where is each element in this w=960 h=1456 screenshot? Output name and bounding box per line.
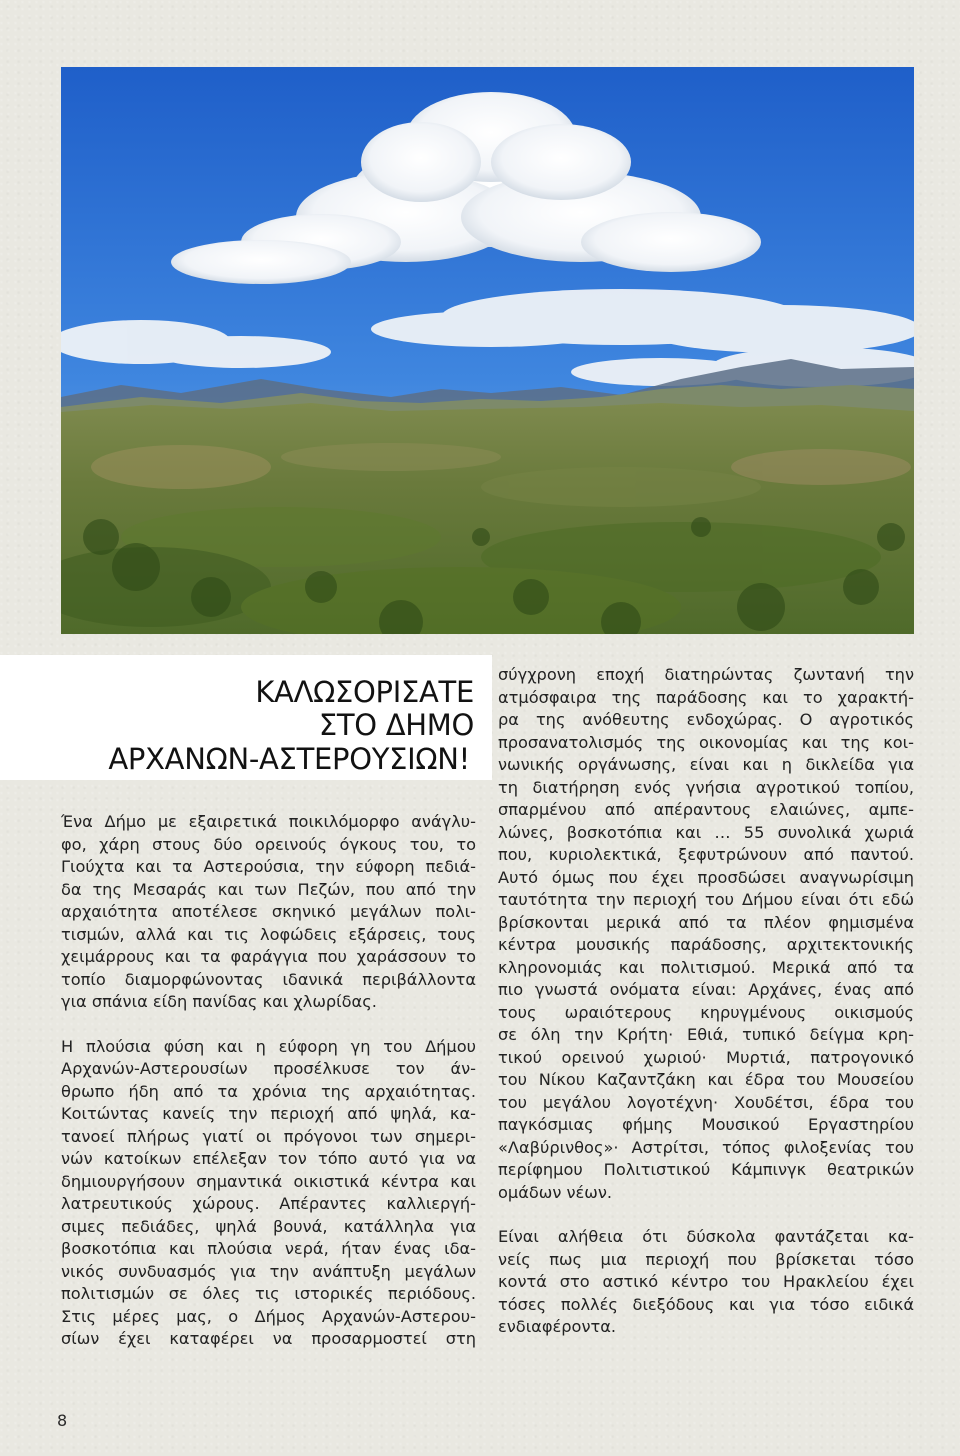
title-line-2: ΣΤΟ ΔΗΜΟ (318, 708, 474, 742)
text-line: Αρχανών-Αστερουσίων προσέλκυσε τον άν- (61, 1059, 476, 1078)
text-line: προσανατολισμός της οικονομίας και της κοι- (498, 732, 914, 752)
text-line: νών κατοίκων επέλεξαν τον τόπο αυτό για να (61, 1149, 476, 1168)
text-line: ενδιαφέροντα. (498, 1317, 617, 1336)
text-line: ομάδων νέων. (498, 1182, 613, 1202)
text-line: περίφημου Πολιτιστικού Κάμπινγκ θεατρικών (498, 1160, 914, 1179)
text-line: σιμες πεδιάδες, ψηλά βουνά, κατάλληλα για (61, 1216, 476, 1236)
text-line: κοντά στο αστικό κέντρο του Ηρακλείου έχει (498, 1272, 914, 1291)
text-line: λώνες, βοσκοτόπια και … 55 συνολικά χωριά (498, 822, 914, 842)
title-line-1: ΚΑΛΩΣΟΡΙΣΑΤΕ (255, 675, 474, 709)
text-line: φο, χάρη στους δύο ορεινούς όγκους του, το (61, 834, 476, 854)
text-line: σπαρμένου από απέραντους ελαιώνες, αμπε- (498, 800, 914, 819)
text-line: Γιούχτα και τα Αστερούσια, την εύφορη πεδιά- (61, 857, 476, 876)
text-line: σε όλη την Κρήτη· Εθιά, τυπικό δείγμα κρη- (498, 1025, 914, 1044)
text-line: κέντρα μουσικής παράδοσης, αρχιτεκτονικής (498, 935, 914, 954)
text-line: δα της Μεσαράς και των Πεζών, που από την (61, 879, 476, 899)
text-line: που, κυριολεκτικά, ξεφυτρώνουν από παντού. (498, 845, 914, 864)
text-line: Κοιτώντας κανείς την περιοχή από ψηλά, κα- (61, 1104, 476, 1123)
text-line: «Λαβύρινθος»· Αστρίτσι, τόπος φιλοξενίας του (498, 1137, 914, 1157)
text-line: τισμών, αλλά και τις λοφώδεις εξάρσεις, τους (61, 924, 476, 944)
text-line: σύγχρονη εποχή διατηρώντας ζωντανή την (498, 665, 914, 684)
text-line: για σπάνια είδη πανίδας και χλωρίδας. (61, 992, 377, 1011)
text-line: νικός συνδυασμός για την ανάπτυξη μεγάλων (61, 1261, 476, 1281)
left-column (61, 811, 476, 1351)
left-paragraph-1 (61, 811, 476, 1014)
text-line: βοσκοτόπια και πλούσια νερά, ήταν ένας ιδα- (61, 1239, 476, 1258)
text-line: Είναι αλήθεια ότι δύσκολα φαντάζεται κα- (498, 1227, 914, 1246)
text-line: ταυτότητα την περιοχή του Δήμου είναι ότι εδώ (498, 890, 914, 909)
landscape-photo (61, 67, 914, 634)
page-number: 8 (57, 1411, 68, 1430)
text-line: του Νίκου Καζαντζάκη και έδρα του Μουσείου (498, 1070, 914, 1089)
text-line: χειμάρρους και τα φαράγγια που χαράσσουν το (61, 947, 476, 966)
title-line-3: ΑΡΧΑΝΩΝ-ΑΣΤΕΡΟΥΣΙΩΝ! (108, 742, 470, 776)
right-paragraph-1 (498, 664, 914, 1204)
text-line: τόσες πολλές διεξόδους και για τόσο ειδικά (498, 1294, 914, 1314)
text-line: νείς πως μια περιοχή που βρίσκεται τόσο (498, 1249, 914, 1269)
landscape-illustration (61, 67, 914, 634)
text-line: τανοεί πλήρως γιατί οι πρόγονοι των σημερι- (61, 1126, 476, 1146)
text-line: δημιουργήσουν σημαντικά οικιστικά κέντρα και (61, 1171, 476, 1191)
text-line: σίων έχει καταφέρει να προσαρμοστεί στη (61, 1329, 476, 1348)
text-line: κληρονομιάς και πολιτισμού. Μερικά από τα (498, 957, 914, 977)
text-line: Στις μέρες μας, ο Δήμος Αρχανών-Αστερου- (61, 1306, 476, 1326)
text-line: ατμόσφαιρα της παράδοσης και το χαρακτή- (498, 687, 914, 707)
title-box (0, 655, 492, 780)
text-line: Αυτό όμως που έχει προσδώσει αναγνωρίσιμη (498, 867, 914, 887)
text-line: τη διατήρηση ενός γνήσια αγροτικού τοπίου, (498, 777, 914, 797)
text-line: αρχαιότητα αποτέλεσε σκηνικό μεγάλων πολι- (61, 902, 476, 921)
text-line: Ένα Δήμο με εξαιρετικά ποικιλόμορφο ανάγλυ- (61, 812, 476, 831)
text-line: Η πλούσια φύση και η εύφορη γη του Δήμου (61, 1036, 476, 1056)
right-paragraph-2 (498, 1226, 914, 1339)
text-line: τικού ορεινού χωριού· Μυρτιά, πατρογονικό (498, 1047, 914, 1067)
text-line: τοπίο διαμορφώνοντας ιδανικά περιβάλλοντα (61, 969, 476, 989)
text-line: νωνικής οργάνωσης, είναι και η δικλείδα για (498, 755, 914, 774)
left-paragraph-2 (61, 1036, 476, 1351)
text-line: λατρευτικούς χώρους. Απέραντες καλλιεργή- (61, 1194, 476, 1213)
text-line: παγκόσμιας φήμης Μουσικού Εργαστηρίου (498, 1115, 914, 1134)
text-line: τους ωραιότερους κηρυγμένους οικισμούς (498, 1002, 914, 1022)
text-line: βρίσκονται μερικά από τα πλέον φημισμένα (498, 912, 914, 932)
text-line: ρα της ανόθευτης ενδοχώρας. Ο αγροτικός (498, 710, 914, 729)
text-line: πολιτισμών σε όλες τις ιστορικές περιόδους. (61, 1284, 476, 1303)
text-line: πιο γνωστά ονόματα είναι: Αρχάνες, ένας από (498, 980, 914, 999)
text-line: θρωπο ήδη από τα χρόνια της αρχαιότητας. (61, 1081, 476, 1101)
text-line: του μεγάλου λογοτέχνη· Χουδέτσι, έδρα του (498, 1092, 914, 1112)
right-column (498, 664, 914, 1339)
